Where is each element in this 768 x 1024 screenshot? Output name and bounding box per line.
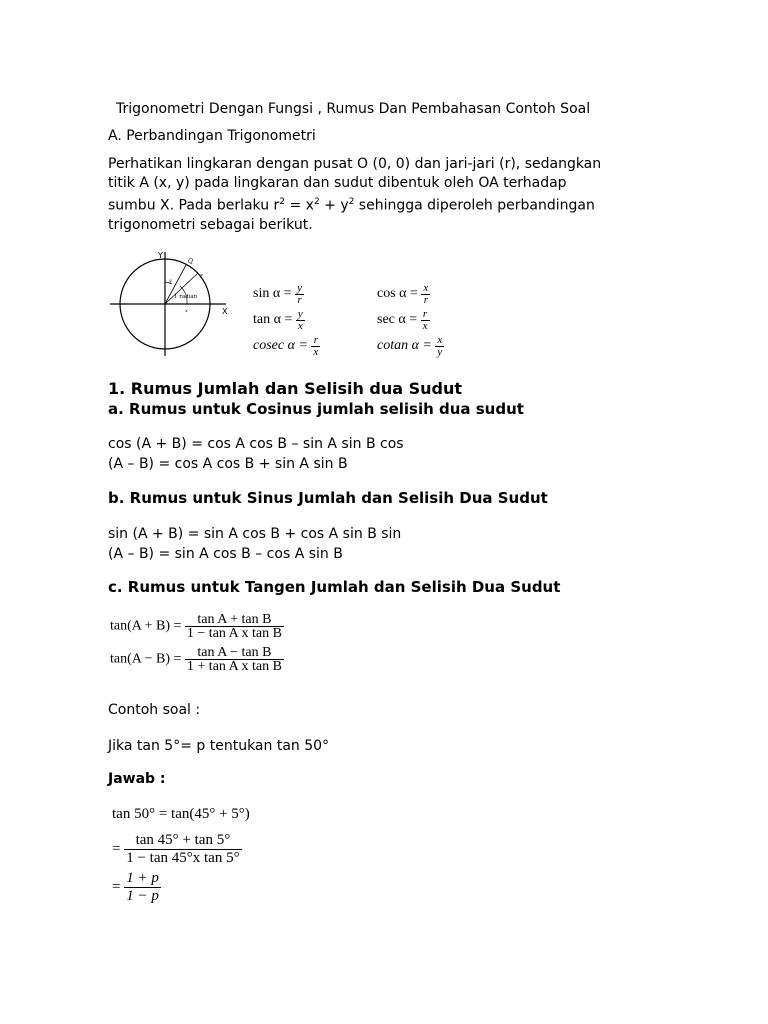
- tan-fn: tan α =: [253, 312, 293, 327]
- tan-num: y: [297, 307, 303, 320]
- tan-minus-formula: [110, 646, 284, 673]
- tan-frac: [296, 309, 305, 332]
- sup-r2: 2: [279, 197, 286, 207]
- para-line-4: trigonometri sebagai berikut.: [108, 216, 313, 233]
- ratios-col-right: [377, 281, 444, 359]
- step3-den: 1 − p: [126, 888, 159, 904]
- cotan-ratio: [377, 333, 444, 359]
- cotan-fn: cotan α =: [377, 338, 432, 353]
- cosec-num: r: [311, 335, 320, 347]
- tan-plus-formula: [110, 613, 284, 640]
- section-a-paragraph: [108, 155, 601, 235]
- para-line-1: Perhatikan lingkaran dengan pusat O (0, 0) dan jari-jari (r), sedangkan: [108, 156, 602, 172]
- para-line-2: titik A (x, y) pada lingkaran dan sudut dibentuk oleh OA terhadap: [108, 175, 567, 191]
- example-label: Contoh soal :: [108, 702, 201, 718]
- step3-num: 1 + p: [126, 870, 159, 886]
- sin-frac: [295, 283, 304, 306]
- x-small-label: x: [185, 308, 188, 314]
- cosec-fn: cosec α =: [253, 338, 308, 353]
- step2-num: tan 45° + tan 5°: [124, 832, 241, 850]
- sin-formula-line-1: sin (A + B) = sin A cos B + cos A sin B sin: [108, 526, 402, 542]
- sin-fn: sin α =: [253, 286, 292, 301]
- para-line-3-d: sehingga diperoleh perbandingan: [354, 197, 595, 214]
- sec-ratio: [377, 307, 444, 333]
- cos-den: r: [423, 293, 428, 306]
- step3-frac: [124, 870, 161, 905]
- page-title: Trigonometri Dengan Fungsi , Rumus Dan Pembahasan Contoh Soal: [116, 101, 591, 117]
- tan-minus-frac: [185, 646, 284, 673]
- axis-y-label: Y: [158, 251, 163, 260]
- step2-frac: [124, 832, 241, 867]
- sin-formula-block: [108, 524, 401, 564]
- tan-minus-num: tan A − tan B: [185, 646, 284, 660]
- cos-formula-block: [108, 434, 404, 474]
- axis-x-label: X: [222, 307, 228, 316]
- section-1-heading: 1. Rumus Jumlah dan Selisih dua Sudut: [108, 379, 463, 398]
- para-line-3-a: sumbu X. Pada berlaku r: [108, 197, 280, 214]
- cosec-frac: [311, 335, 320, 358]
- cos-formula-line-1: cos (A + B) = cos A cos B – sin A sin B cos: [108, 436, 404, 452]
- sin-den: r: [297, 293, 302, 306]
- y-small-label: y: [169, 278, 172, 284]
- sec-frac: [421, 309, 430, 332]
- tan-plus-lhs: tan(A + B) =: [110, 618, 182, 634]
- tan-ratio: [253, 307, 320, 333]
- point-q-label: Q: [188, 258, 193, 265]
- ratios-col-left: [253, 281, 320, 359]
- cosec-ratio: [253, 333, 320, 359]
- answer-step-2: [112, 832, 242, 867]
- answer-step-1: tan 50° = tan(45° + 5°): [112, 806, 250, 822]
- cosec-den: x: [313, 345, 319, 358]
- sin-ratio: [253, 281, 320, 307]
- cos-fn: cos α =: [377, 286, 418, 301]
- cos-ratio: [377, 281, 444, 307]
- sin-num: y: [297, 281, 302, 294]
- sec-fn: sec α =: [377, 312, 418, 327]
- section-a-heading: A. Perbandingan Trigonometri: [108, 128, 316, 144]
- radius-label: r: [200, 273, 203, 280]
- step2-eq: =: [112, 840, 121, 857]
- tan-plus-num: tan A + tan B: [185, 613, 284, 627]
- tan-den: x: [297, 319, 303, 332]
- tan-plus-den: 1 − tan A x tan B: [186, 626, 282, 641]
- cotan-num: x: [437, 333, 443, 346]
- example-question: Jika tan 5°= p tentukan tan 50°: [108, 738, 330, 754]
- para-line-3-b: = x: [285, 197, 314, 214]
- section-1c-heading: c. Rumus untuk Tangen Jumlah dan Selisih Dua Sudut: [108, 578, 561, 596]
- para-line-3: [108, 193, 601, 216]
- section-1b-heading: b. Rumus untuk Sinus Jumlah dan Selisih Dua Sudut: [108, 489, 548, 507]
- sin-formula-line-2: (A – B) = sin A cos B – cos A sin B: [108, 546, 343, 562]
- cotan-den: y: [437, 345, 443, 358]
- cos-frac: [421, 283, 430, 306]
- radian-label: 1 radian: [174, 294, 198, 300]
- sec-den: x: [422, 319, 428, 332]
- cotan-frac: [435, 335, 444, 358]
- sup-x2: 2: [313, 197, 320, 207]
- answer-label: Jawab :: [108, 771, 166, 787]
- step3-eq: =: [112, 878, 121, 895]
- sec-num: r: [421, 309, 430, 321]
- tan-minus-lhs: tan(A − B) =: [110, 651, 182, 667]
- unit-circle-svg: [108, 246, 238, 358]
- cos-num: x: [423, 281, 429, 294]
- tan-plus-frac: [185, 613, 284, 640]
- cos-formula-line-2: (A – B) = cos A cos B + sin A sin B: [108, 456, 348, 472]
- answer-step-3: [112, 870, 161, 905]
- sup-y2: 2: [348, 197, 355, 207]
- section-1a-heading: a. Rumus untuk Cosinus jumlah selisih dua sudut: [108, 400, 524, 418]
- step2-den: 1 − tan 45°x tan 5°: [126, 850, 240, 866]
- tan-minus-den: 1 + tan A x tan B: [186, 659, 282, 674]
- para-line-3-c: + y: [319, 197, 349, 214]
- unit-circle-diagram: [108, 246, 238, 358]
